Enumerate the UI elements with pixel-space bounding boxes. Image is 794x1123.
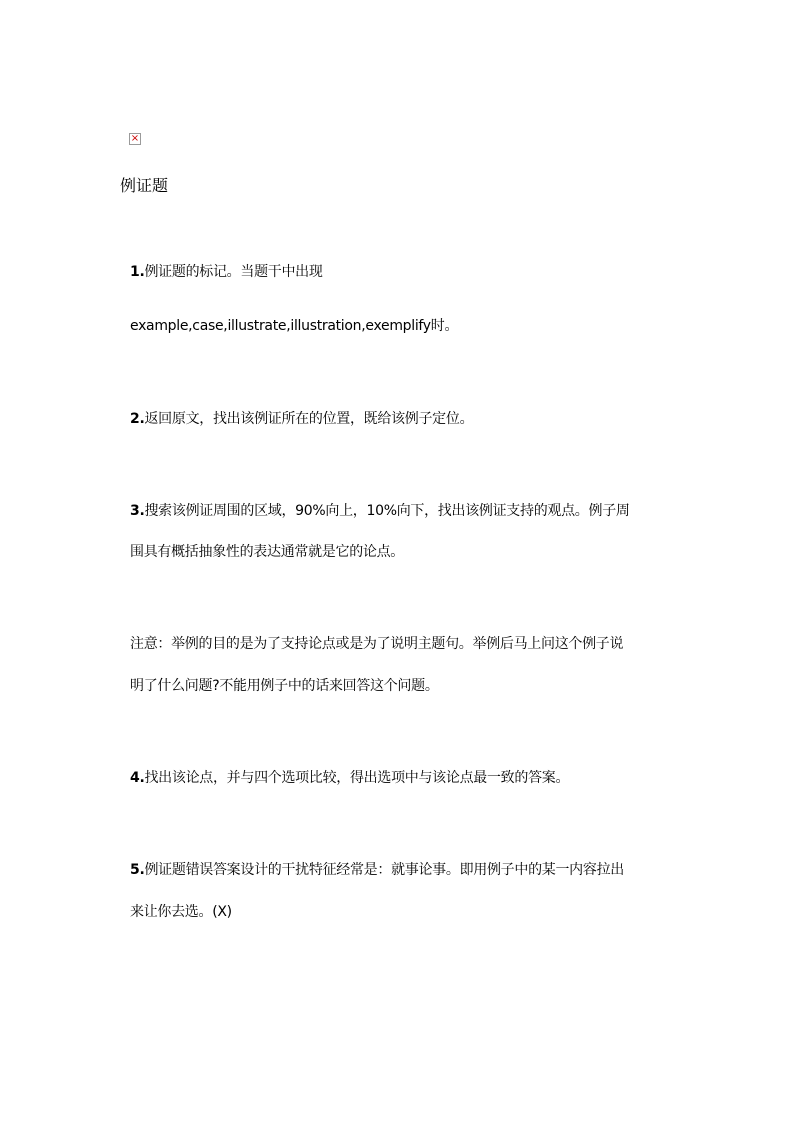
item-4-line-1 — [130, 768, 569, 788]
item-text: 围具有概括抽象性的表达通常就是它的论点。 — [130, 544, 404, 560]
note-text: 注意：举例的目的是为了支持论点或是为了说明主题句。举例后马上问这个例子说 — [130, 636, 624, 652]
item-text: example,case,illustrate,illustration,exemplify时。 — [130, 318, 459, 334]
item-number: 4. — [130, 770, 145, 786]
item-text: 例证题的标记。当题干中出现 — [144, 264, 323, 280]
item-text: 例证题错误答案设计的干扰特征经常是：就事论事。即用例子中的某一内容拉出 — [144, 862, 624, 878]
note-text: 明了什么问题?不能用例子中的话来回答这个问题。 — [130, 678, 439, 694]
item-5-line-2 — [130, 902, 232, 922]
item-text: 返回原文，找出该例证所在的位置，既给该例子定位。 — [144, 411, 474, 427]
note-line-2 — [130, 676, 439, 696]
item-number: 2. — [130, 411, 145, 427]
item-3-line-2 — [130, 542, 404, 562]
broken-image-icon: × — [130, 133, 140, 144]
item-text: 找出该论点，并与四个选项比较，得出选项中与该论点最一致的答案。 — [144, 770, 570, 786]
item-text: 来让你去选。(X) — [130, 904, 232, 920]
item-number: 5. — [130, 862, 145, 878]
item-3-line-1 — [130, 501, 630, 521]
item-text: 搜索该例证周围的区域，90%向上，10%向下，找出该例证支持的观点。例子周 — [144, 503, 630, 519]
broken-image-placeholder — [129, 133, 141, 145]
page-title: 例证题 — [120, 176, 169, 195]
item-number: 1. — [130, 264, 145, 280]
item-2-line-1 — [130, 409, 473, 429]
item-5-line-1 — [130, 860, 624, 880]
item-number: 3. — [130, 503, 145, 519]
note-line-1 — [130, 634, 623, 654]
item-1-line-1 — [130, 262, 323, 282]
item-1-line-2 — [130, 316, 458, 336]
